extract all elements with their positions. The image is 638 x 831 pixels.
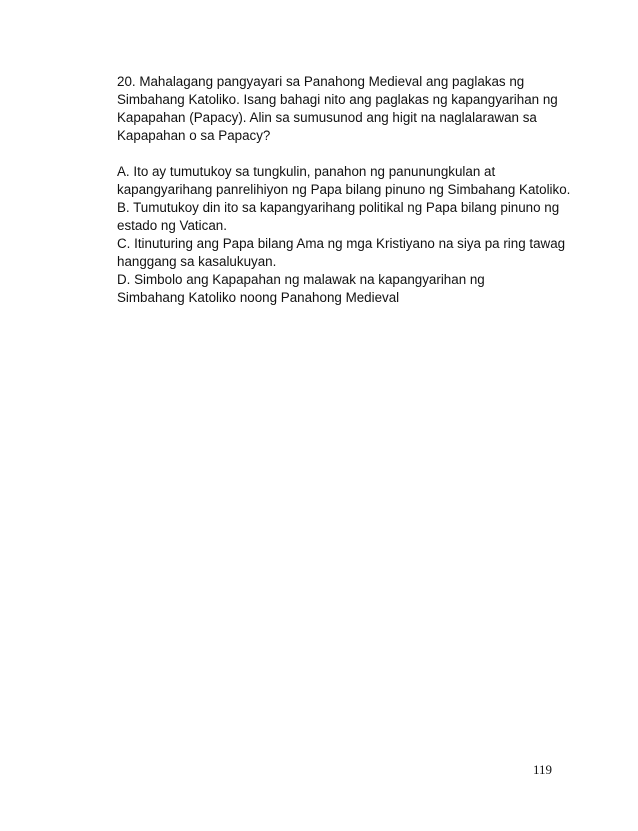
choice-a-line: kapangyarihang panrelihiyon ng Papa bilang pinuno ng Simbahang Katoliko. [117,182,571,197]
question-stem-line: Kapapahan (Papacy). Alin sa sumusunod ang higit na naglalarawan sa [117,110,537,125]
choice-c-line: hanggang sa kasalukuyan. [117,254,277,269]
choice-c-line: C. Itinuturing ang Papa bilang Ama ng mga Kristiyano na siya pa ring tawag [117,236,566,251]
choice-d-line: D. Simbolo ang Kapapahan ng malawak na kapangyarihan ng [117,272,485,287]
page-number: 119 [533,762,553,777]
choice-a-line: A. Ito ay tumutukoy sa tungkulin, panahon ng panunungkulan at [117,164,496,179]
choice-d-line: Simbahang Katoliko noong Panahong Medieval [117,290,400,305]
question-stem [117,73,567,145]
choice-b-line: estado ng Vatican. [117,218,227,233]
question-stem-line: Kapapahan o sa Papacy? [117,128,271,143]
question-stem-line: Simbahang Katoliko. Isang bahagi nito ang paglakas ng kapangyarihan ng [117,92,558,107]
choice-b-line: B. Tumutukoy din ito sa kapangyarihang politikal ng Papa bilang pinuno ng [117,200,560,215]
question-stem-line: 20. Mahalagang pangyayari sa Panahong Medieval ang paglakas ng [117,74,525,89]
answer-choices [117,163,571,307]
question-20 [117,73,571,307]
